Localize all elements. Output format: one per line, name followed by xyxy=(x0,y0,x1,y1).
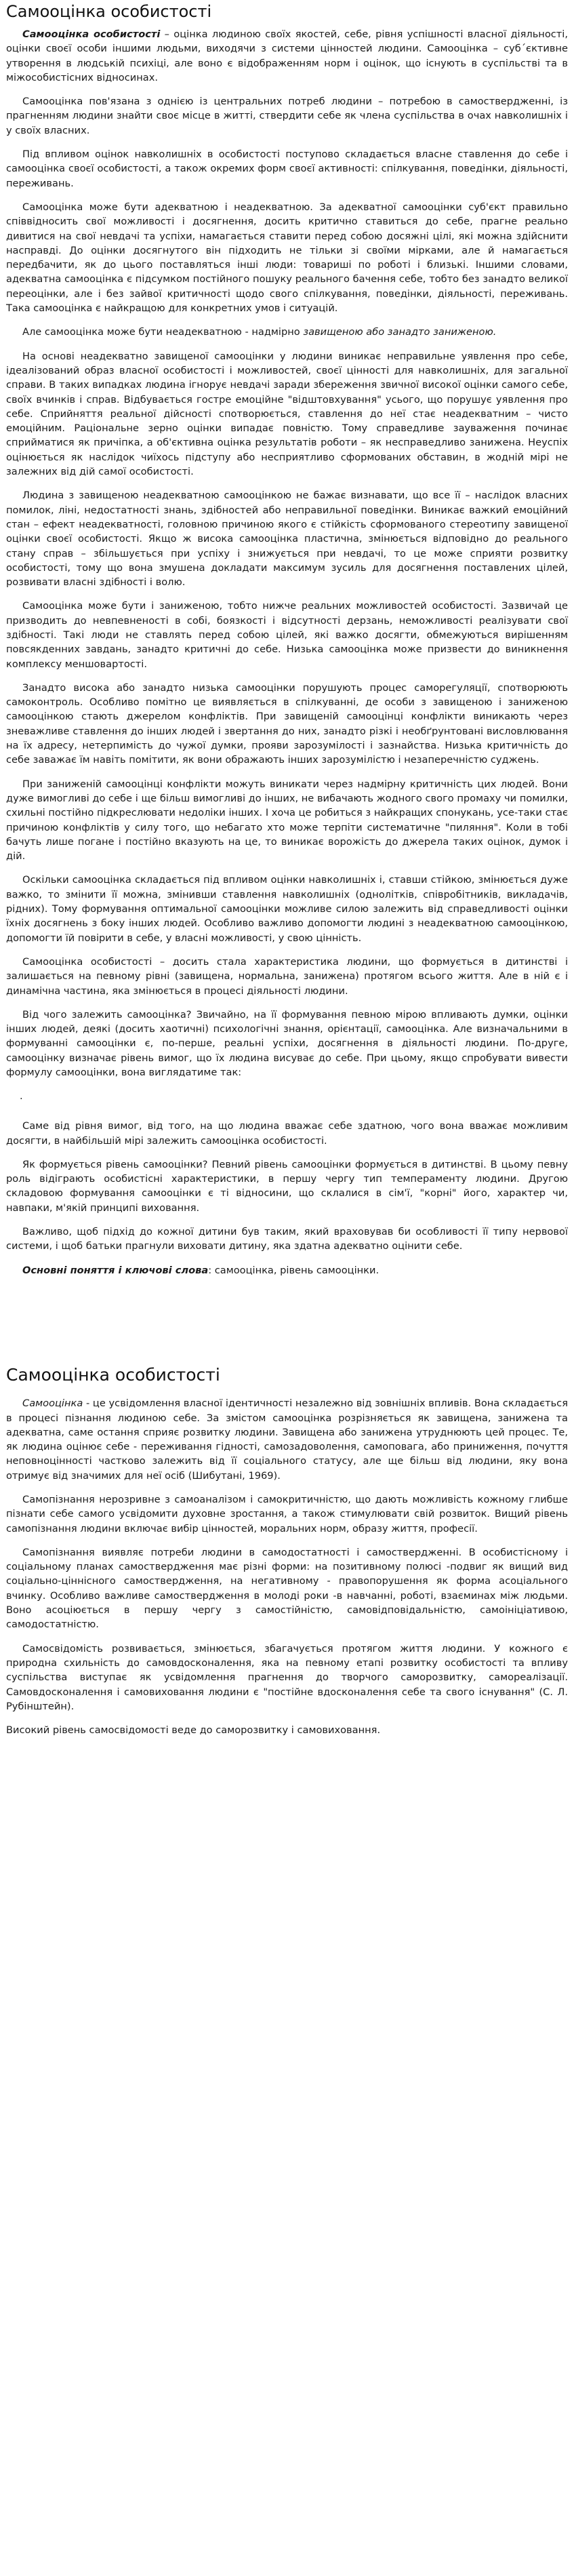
paragraph-2-4: Самосвідомість розвивається, змінюється, збагачується протягом життя людини. У кожного є природна схильність до самовдосконалення, яка на певному етапі розвитку особистості та впливу суспільства виступає як усвідомлення прагнення до творчого саморозвитку, самореалізації. Самовдосконалення і самовиховання людини є "постійне вдосконалення себе та свого існування" (С. Л. Рубінштейн). xyxy=(6,1642,568,1712)
paragraph-6: На основі неадекватно завищеної самооцінки у людини виникає неправильне уявлення про себе, ідеалізований образ власної особистості і можливостей, своєї цінності для навколишніх, для загальної справи. В таких випадках людина ігнорує невдачі заради збереження звичної високої оцінки самого себе, своїх вчинків і справ. Відбувається гостре емоційне "відштовхування" усього, що порушує уявлення про себе. Сприйняття реальної дійсності спотворюється, ставлення до неї стає неадекватним – чисто емоційним. Раціональне зерно оцінки випадає повністю. Тому справедливе зауваження починає сприйматися як причіпка, а об'єктивна оцінка результатів роботи – як несправедливо занижена. Неуспіх оцінюється як наслідок чиїхось підступу або несприятливо сформованих обставин, в жодній мірі не залежних від дій самої особистості. xyxy=(6,350,568,478)
section-gap xyxy=(6,1287,568,1364)
paragraph-16: Важливо, щоб підхід до кожної дитини був таким, який враховував би особливості її типу нервової системи, і щоб батьки прагнули виховати дитину, яка здатна адекватно оцінити себе. xyxy=(6,1226,568,1252)
paragraph-4: Самооцінка може бути адекватною і неадекватною. За адекватної самооцінки суб'єкт правильно співвідносить свої можливості і досягнення, досить критично ставиться до себе, прагне реально дивитися на свої невдачі та успіхи, намагається ставити перед собою досяжні цілі, які можна здійснити насправді. До оцінки досягнутого він підходить не тільки зі своїми мірками, але й намагається передбачити, як до цього поставляться інші люди: товариші по роботі і близькі. Іншими словами, адекватна самооцінка є підсумком постійного пошуку реального бачення себе, тобто без занадто великої переоцінки, але і без зайвої критичності щодо свого спілкування, поведінки, діяльності, переживань. Така самооцінка є найкращою для конкретних умов і ситуацій. xyxy=(6,201,568,315)
paragraph-15: Як формується рівень самооцінки? Певний рівень самооцінки формується в дитинстві. В цьому певну роль відіграють особистісні характеристики, в першу чергу тип темпераменту людини. Другою складовою формування самооцінки є ті відносини, що склалися в сім'ї, "корні" його, характер чи, навпаки, м'якій принципі виховання. xyxy=(6,1158,568,1214)
section-title-2: Самооцінка особистості xyxy=(6,1364,220,1385)
term-lead: Самооцінка особистості xyxy=(22,28,161,40)
paragraph-2-5: Високий рівень самосвідомості веде до саморозвитку і самовиховання. xyxy=(6,1724,381,1737)
paragraph-5: Але самооцінка може бути неадекватною - надмірно завищеною або занадто заниженою. xyxy=(22,326,497,338)
paragraph-13: Від чого залежить самооцінка? Звичайно, на її формування певною мірою впливають думки, оцінки інших людей, деякі (досить хаотичні) психологічні знання, орієнтації, самооцінка. Але визначальними в формуванні самооцінки є, по-перше, реальні успіхи, досягнення в діяльності людини. По-друге, самооцінку визначає рівень вимог, що їх людина висуває до себе. При цьому, якщо спробувати вивести формулу самооцінки, вона виглядатиме так: xyxy=(6,1008,568,1078)
formula-placeholder: . xyxy=(20,1090,23,1103)
paragraph-3: Під впливом оцінок навколишніх в особистості поступово складається власне ставлення до себе і самооцінка своєї особистості, а також окремих форм своєї активності: спілкування, поведінки, діяльності, переживань. xyxy=(6,148,568,189)
paragraph-2: Самооцінка пов'язана з однією із центральних потреб людини – потребою в самоствердженні, із прагненням людини знайти своє місце в житті, ствердити себе як члена суспільства в очах навколишніх і у своїх власних. xyxy=(6,96,568,136)
paragraph-10: При заниженій самооцінці конфлікти можуть виникати через надмірну критичність цих людей. Вони дуже вимогливі до себе і ще більш вимогливі до інших, не вибачають жодного свого промаху чи помилки, схильні постійно підкреслювати недоліки інших. І хоча це робиться з найкращих спонукань, усе-таки стає причиною конфліктів у силу того, що небагато хто може терпіти систематичне "пиляння". Коли в тобі бачуть лише погане і постійно вказують на це, то виникає ворожість до джерела таких оцінок, думок і дій. xyxy=(6,778,568,863)
paragraph-9: Занадто висока або занадто низька самооцінки порушують процес саморегуляції, спотворюють самоконтроль. Особливо помітно це виявляється в спілкуванні, де особи з завищеною і заниженою самооцінкою стають джерелом конфліктів. При завищеній самооцінці конфлікти виникають через зневажливе ставлення до інших людей і звертання до них, занадто різкі і необґрунтовані висловлювання на їх адресу, нетерпимість до чужої думки, прояви зарозумілості і зазнайства. Низька критичність до себе заважає їм навіть помітити, як вони ображають інших зарозумілістю і незаперечністю суджень. xyxy=(6,681,568,766)
keywords-label: Основні поняття і ключові слова xyxy=(22,1264,209,1276)
paragraph-7: Людина з завищеною неадекватною самооцінкою не бажає визнавати, що все її – наслідок власних помилок, ліні, недостатності знань, здібностей або неправильної поведінки. Виникає важкий емоційний стан – ефект неадекватності, головною причиною якого є стійкість сформованого стереотипу завищеної оцінки своєї особистості. Якщо ж висока самооцінка пластична, змінюється відповідно до реального стану справ – збільшується при успіху і знижується при невдачі, то це може сприяти розвитку особистості, тому що вона змушена докладати максимум зусиль для досягнення поставлених цілей, розвивати власні здібності і волю. xyxy=(6,490,568,589)
paragraph-definition: Самооцінка особистості – оцінка людиною своїх якостей, себе, рівня успішності власної діяльності, оцінки своєї особи іншими людьми, виходячи з системи цінностей людини. Самооцінка – суб´єктивне утворення в людській психіці, але воно є відображенням норм і оцінок, що існують в суспільстві та в міжособистісних відносинах. xyxy=(6,28,568,83)
paragraph-2-2: Самопізнання нерозривне з самоаналізом і самокритичністю, що дають можливість кожному глибше пізнати себе самого усвідомити духовне зростання, а також стимулювати свій розвиток. Вищий рівень самопізнання людини включає вибір цінностей, моральних норм, образу життя, професії. xyxy=(6,1494,568,1534)
section-self-esteem-2 xyxy=(6,1364,568,1737)
keywords: Основні поняття і ключові слова: самооцінка, рівень самооцінки. xyxy=(22,1264,380,1276)
section-title: Самооцінка особистості xyxy=(6,2,212,21)
paragraph-2-1: Самооцінка - це усвідомлення власної ідентичності незалежно від зовнішніх впливів. Вона складається в процесі пізнання людиною себе. За змістом самооцінка розрізняється як завищена, занижена та адекватна, саме остання сприяє розвитку людини. Завищена або занижена утруднюють цей процес. Те, як людина оцінює себе - переживання гідності, самозадоволення, самоповага, або приниження, почуття неповноцінності частково залежить від її соціального статусу, але ще більш від людини, яку вона отримує від значимих для неї осіб (Шибутані, 1969). xyxy=(6,1398,568,1482)
paragraph-14: Саме від рівня вимог, від того, на що людина вважає себе здатною, чого вона вважає можливим досягти, в найбільшій мірі залежить самооцінка особистості. xyxy=(6,1120,568,1147)
paragraph-12: Самооцінка особистості – досить стала характеристика людини, що формується в дитинстві і залишається на певному рівні (завищена, нормальна, занижена) протягом всього життя. Але в ній є і динамічна частина, яка змінюється в процесі діяльності людини. xyxy=(6,955,568,997)
term-lead-2: Самооцінка xyxy=(22,1398,83,1410)
section-self-esteem xyxy=(6,1,568,1277)
paragraph-11: Оскільки самооцінка складається під впливом оцінки навколишніх і, ставши стійкою, змінюється дуже важко, то змінити її можна, змінивши ставлення навколишніх (однолітків, співробітників, викладачів, рідних). Тому формування оптимальної самооцінки можливе силою залежить від справедливості оцінки їхніх досягнень з боку інших людей. Особливо важливо допомогти людині з неадекватною самооцінкою, допомогти їй повірити в себе, у власні можливості, у свою цінність. xyxy=(6,874,568,944)
paragraph-2-3: Самопізнання виявляє потреби людини в самодостатності і самоствердженні. В особистісному і соціальному планах самоствердження має різні форми: на позитивному полюсі -подвиг як вищий вид соціально-ціннісного самоствердження, на негативному - правопорушення як форма асоціального вчинку. Особливо важливе самоствердження в молоді роки -в навчанні, роботі, взаєминах між людьми. Воно асоціюється в першу чергу з самостійністю, самовідповідальністю, самоініціативою, самодостатністю. xyxy=(6,1546,568,1631)
paragraph-8: Самооцінка може бути і заниженою, тобто нижче реальних можливостей особистості. Зазвичай це призводить до невпевненості в собі, боязкості і відсутності дерзань, неможливості реалізувати свої здібності. Такі люди не ставлять перед собою цілей, які важко досягти, обмежуються вирішенням повсякденних завдань, занадто критичні до себе. Низька самооцінка може призвести до виникнення комплексу меншовартості. xyxy=(6,600,568,670)
